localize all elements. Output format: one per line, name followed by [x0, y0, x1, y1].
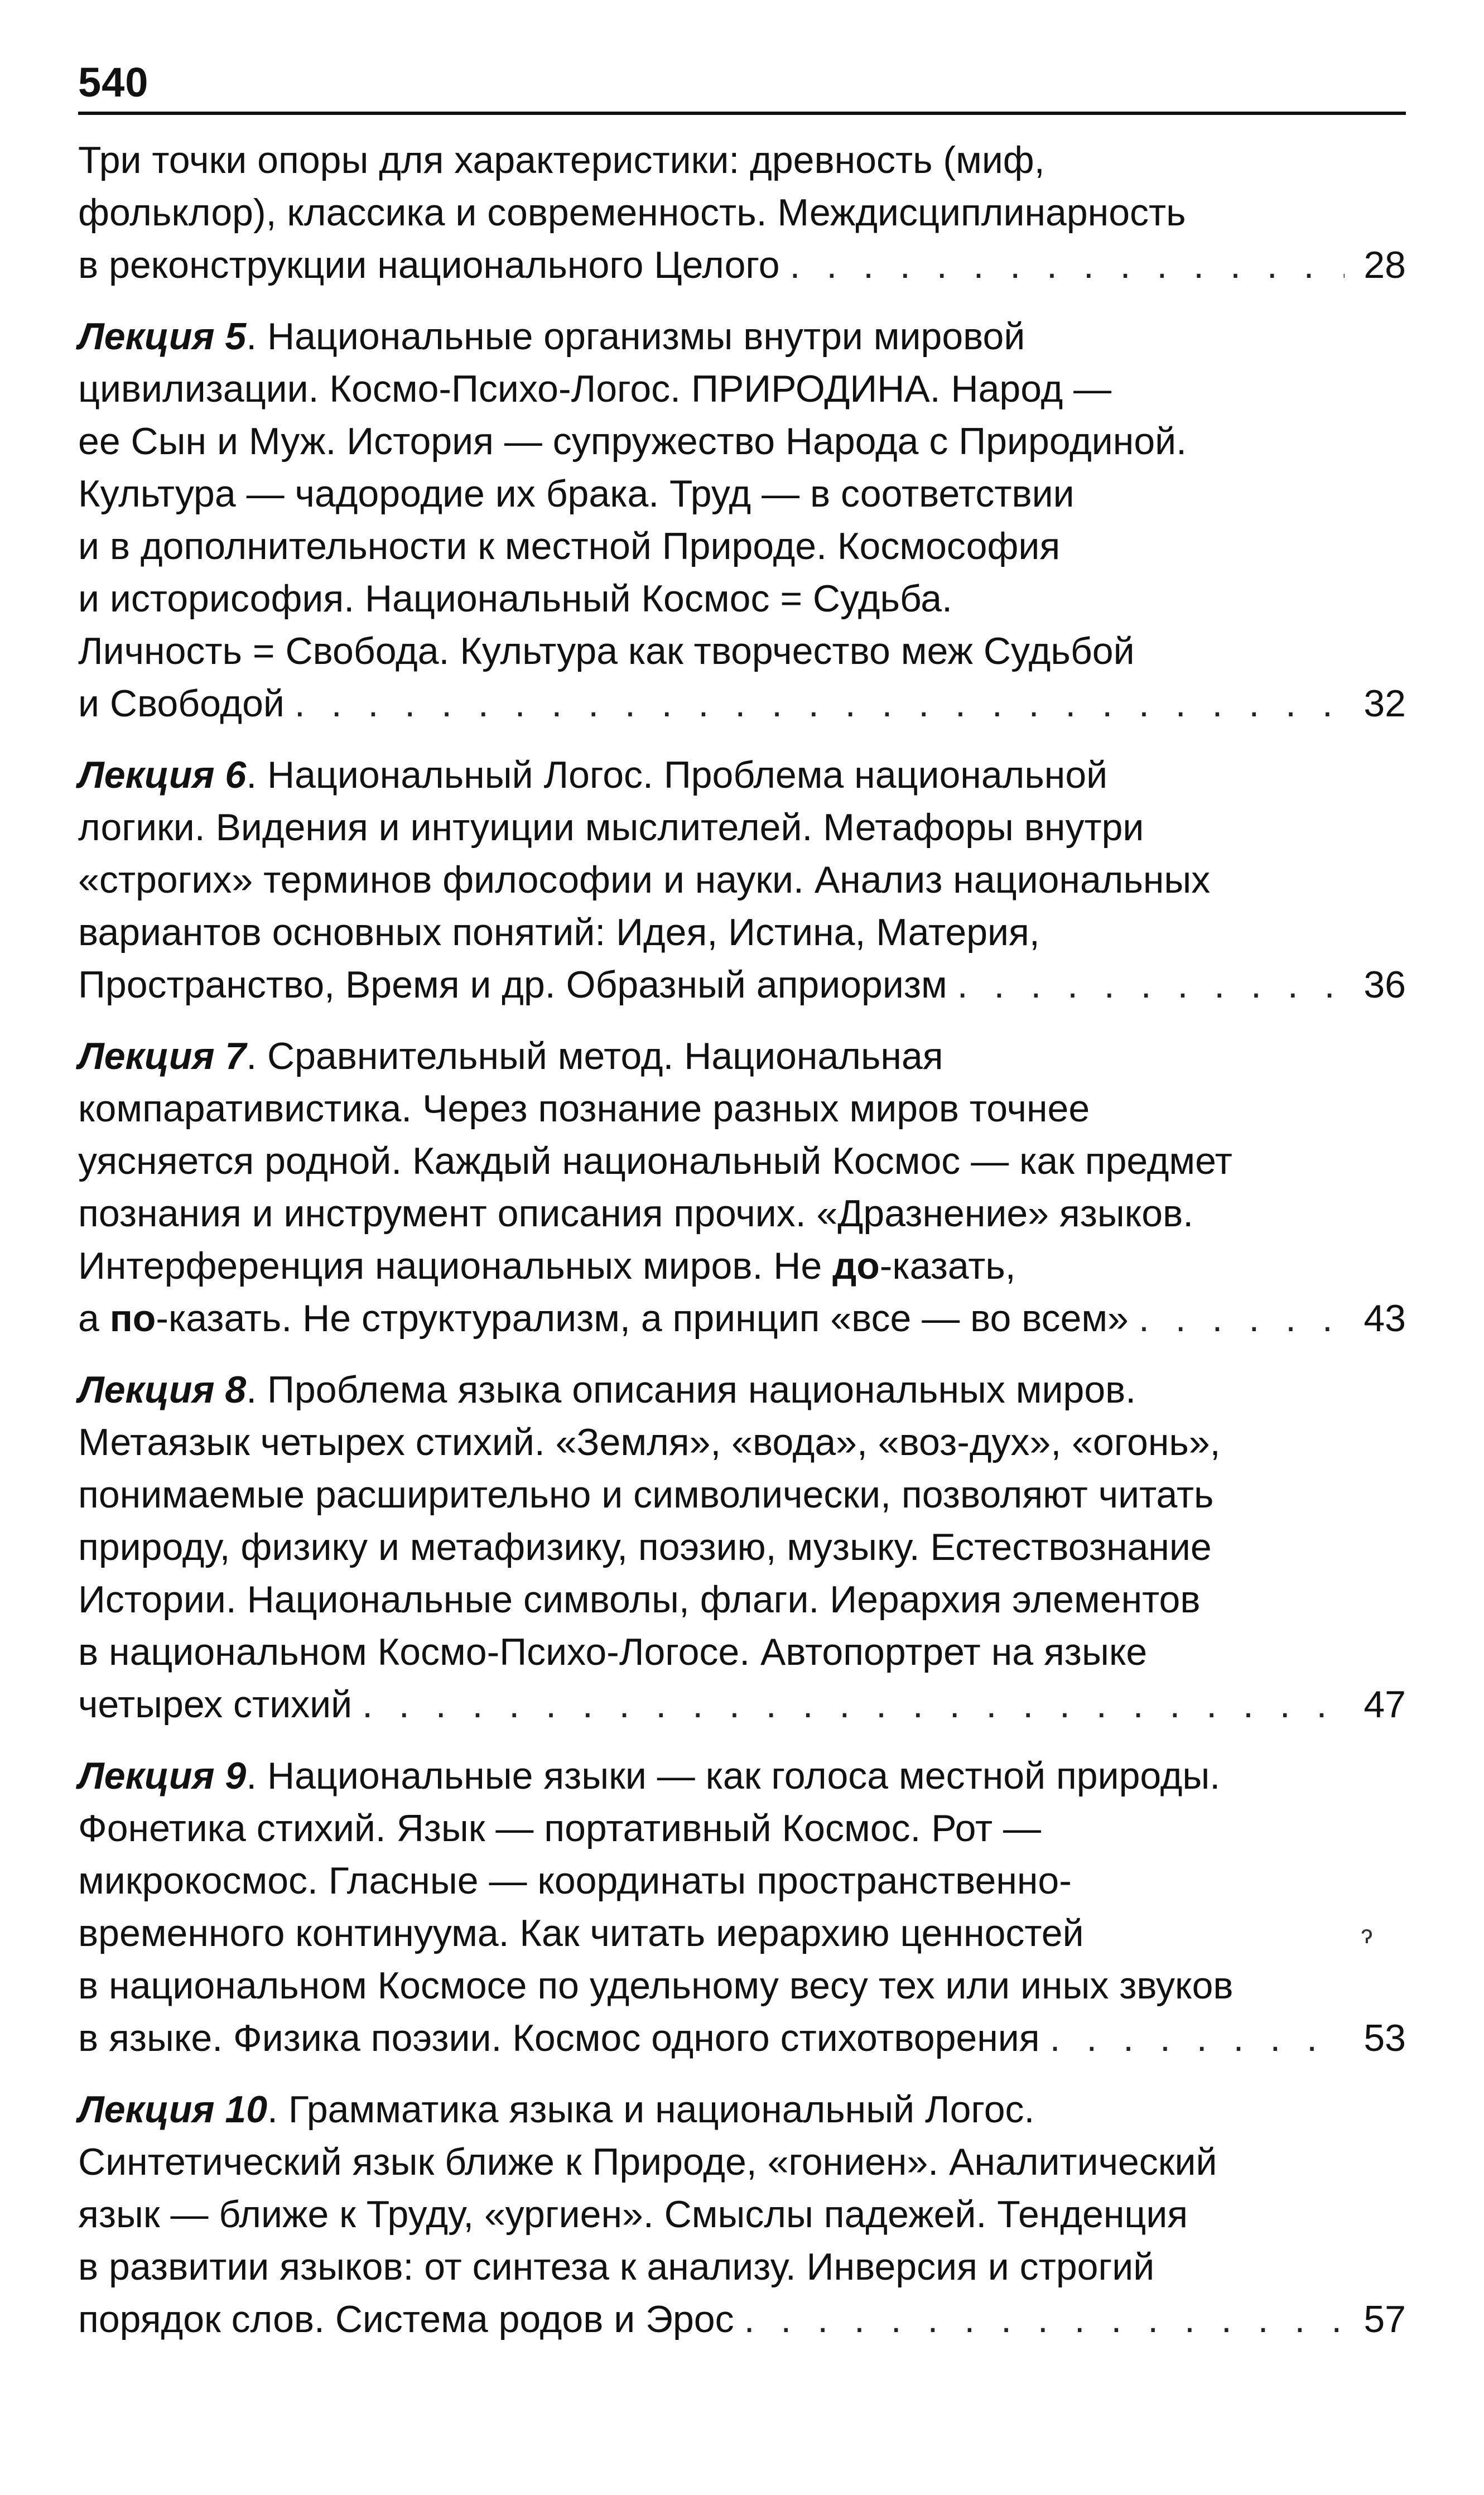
- lecture-label: Лекция 7: [78, 1035, 247, 1077]
- entry-text-line: фольклор), классика и современность. Междисциплинарность: [78, 191, 1186, 234]
- entry-last-line: [78, 958, 1406, 1011]
- entry-first-line: [78, 1750, 1406, 1802]
- entry-text-line: [78, 1240, 1406, 1292]
- entry-text: Интерференция национальных миров. Не: [78, 1245, 822, 1287]
- entry-text-line: в развитии языков: от синтеза к анализу. Инверсия и строгий: [78, 2246, 1155, 2288]
- entry-text-line: вариантов основных понятий: Идея, Истина, Материя,: [78, 911, 1040, 953]
- toc-entry-lecture-9: [78, 1750, 1406, 2064]
- lecture-label: Лекция 5: [78, 315, 247, 358]
- entry-page-number: 43: [1363, 1297, 1406, 1340]
- entry-page-number: 36: [1363, 964, 1406, 1006]
- entry-text-line: и Свободой: [78, 682, 285, 725]
- lecture-label: Лекция 9: [78, 1755, 247, 1797]
- entry-text-line: Синтетический язык ближе к Природе, «гониен». Аналитический: [78, 2141, 1217, 2183]
- entry-text: . Сравнительный метод. Национальная: [246, 1035, 943, 1077]
- entry-text-line: Метаязык четырех стихий. «Земля», «вода», «воз-дух», «огонь»,: [78, 1421, 1221, 1463]
- entry-text-line: Личность = Свобода. Культура как творчество меж Судьбой: [78, 630, 1135, 672]
- entry-text-line: ее Сын и Муж. История — супружество Народа с Природиной.: [78, 420, 1187, 463]
- entry-text: . Национальные языки — как голоса местной природы.: [246, 1755, 1221, 1797]
- entry-page-number: 32: [1363, 682, 1406, 725]
- entry-first-line: [78, 2083, 1406, 2136]
- entry-text-line: в языке. Физика поэзии. Космос одного стихотворения: [78, 2017, 1040, 2059]
- dot-leader: [295, 677, 1345, 730]
- entry-last-line: [78, 1678, 1406, 1731]
- entry-last-line: [78, 2012, 1406, 2064]
- entry-last-line: [78, 2293, 1406, 2345]
- dot-leader: [1139, 1292, 1345, 1345]
- entry-text-line: Культура — чадородие их брака. Труд — в соответствии: [78, 473, 1075, 515]
- entry-text: . Национальные организмы внутри мировой: [246, 315, 1025, 358]
- page-number: 540: [78, 59, 149, 105]
- entry-first-line: [78, 1364, 1406, 1416]
- dot-leader: [957, 958, 1345, 1011]
- lecture-label: Лекция 8: [78, 1369, 247, 1411]
- toc-entry-lecture-5: [78, 310, 1406, 730]
- dot-leader: [362, 1678, 1345, 1731]
- entry-text: а: [78, 1297, 110, 1340]
- entry-text-line: в национальном Космо-Психо-Логосе. Автопортрет на языке: [78, 1631, 1148, 1673]
- emphasis-text: по: [109, 1297, 156, 1340]
- entry-page-number: 47: [1363, 1683, 1406, 1726]
- entry-text-line: познания и инструмент описания прочих. «Дразнение» языков.: [78, 1192, 1194, 1235]
- page-header: [78, 56, 1406, 115]
- entry-first-line: [78, 310, 1406, 363]
- entry-text-line: [78, 1292, 1129, 1345]
- entry-text-line: и в дополнительности к местной Природе. Космософия: [78, 525, 1061, 567]
- entry-text-line: логики. Видения и интуиции мыслителей. Метафоры внутри: [78, 806, 1144, 849]
- toc-entry-lecture-7: [78, 1030, 1406, 1345]
- toc-entry-lecture-10: [78, 2083, 1406, 2345]
- entry-text-line: «строгих» терминов философии и науки. Анализ национальных: [78, 859, 1211, 901]
- entry-text-line: понимаемые расширительно и символически, позволяют читать: [78, 1473, 1214, 1516]
- entry-text-line: в национальном Космосе по удельному весу тех или иных звуков: [78, 1964, 1234, 2007]
- entry-first-line: [78, 1030, 1406, 1082]
- entry-text-line: уясняется родной. Каждый национальный Космос — как предмет: [78, 1140, 1232, 1182]
- entry-page-number: 57: [1363, 2298, 1406, 2340]
- entry-text-line: и историсофия. Национальный Космос = Судьба.: [78, 577, 952, 620]
- entry-text-line: компаративистика. Через познание разных миров точнее: [78, 1087, 1090, 1130]
- toc-entry-lecture-6: [78, 749, 1406, 1011]
- entry-text-line: природу, физику и метафизику, поэзию, музыку. Естествознание: [78, 1526, 1212, 1568]
- entry-text-line: Пространство, Время и др. Образный априоризм: [78, 964, 947, 1006]
- entry-text-line: цивилизации. Космо-Психо-Логос. ПРИРОДИНА. Народ —: [78, 368, 1112, 410]
- entry-text: . Грамматика языка и национальный Логос.: [267, 2088, 1035, 2131]
- entry-text-line: Истории. Национальные символы, флаги. Иерархия элементов: [78, 1578, 1201, 1621]
- entry-last-line: [78, 239, 1406, 291]
- entry-last-line: [78, 1292, 1406, 1345]
- dot-leader: [790, 239, 1345, 291]
- entry-page-number: 53: [1363, 2017, 1406, 2059]
- entry-text-line: Три точки опоры для характеристики: древность (миф,: [78, 139, 1045, 181]
- entry-text: . Национальный Логос. Проблема национальной: [246, 754, 1108, 796]
- entry-text-line: четырех стихий: [78, 1683, 353, 1726]
- lecture-label: Лекция 10: [78, 2088, 268, 2131]
- book-page: [78, 56, 1406, 2455]
- toc-entry-lecture-8: [78, 1364, 1406, 1731]
- entry-text-line: язык — ближе к Труду, «ургиен». Смыслы падежей. Тенденция: [78, 2193, 1188, 2236]
- entry-last-line: [78, 677, 1406, 730]
- entry-text-line: порядок слов. Система родов и Эрос: [78, 2298, 734, 2340]
- toc-entry: [78, 134, 1406, 291]
- dot-leader: [1050, 2012, 1345, 2064]
- lecture-label: Лекция 6: [78, 754, 247, 796]
- entry-text-line: микрокосмос. Гласные — координаты пространственно-: [78, 1860, 1072, 1902]
- dot-leader: [744, 2293, 1345, 2345]
- table-of-contents: [78, 134, 1406, 2345]
- entry-first-line: [78, 749, 1406, 801]
- entry-text-line: временного континуума. Как читать иерархию ценностей: [78, 1912, 1084, 1954]
- entry-text: -казать. Не структурализм, а принцип «все — во всем»: [156, 1297, 1129, 1340]
- emphasis-text: до: [832, 1245, 880, 1287]
- entry-text-line: в реконструкции национального Целого: [78, 244, 780, 286]
- entry-text: . Проблема языка описания национальных миров.: [246, 1369, 1136, 1411]
- margin-pencil-mark: ɂ: [1361, 1920, 1373, 1949]
- entry-page-number: 28: [1363, 244, 1406, 286]
- entry-text-line: Фонетика стихий. Язык — портативный Космос. Рот —: [78, 1807, 1042, 1849]
- entry-text: -казать,: [879, 1245, 1016, 1287]
